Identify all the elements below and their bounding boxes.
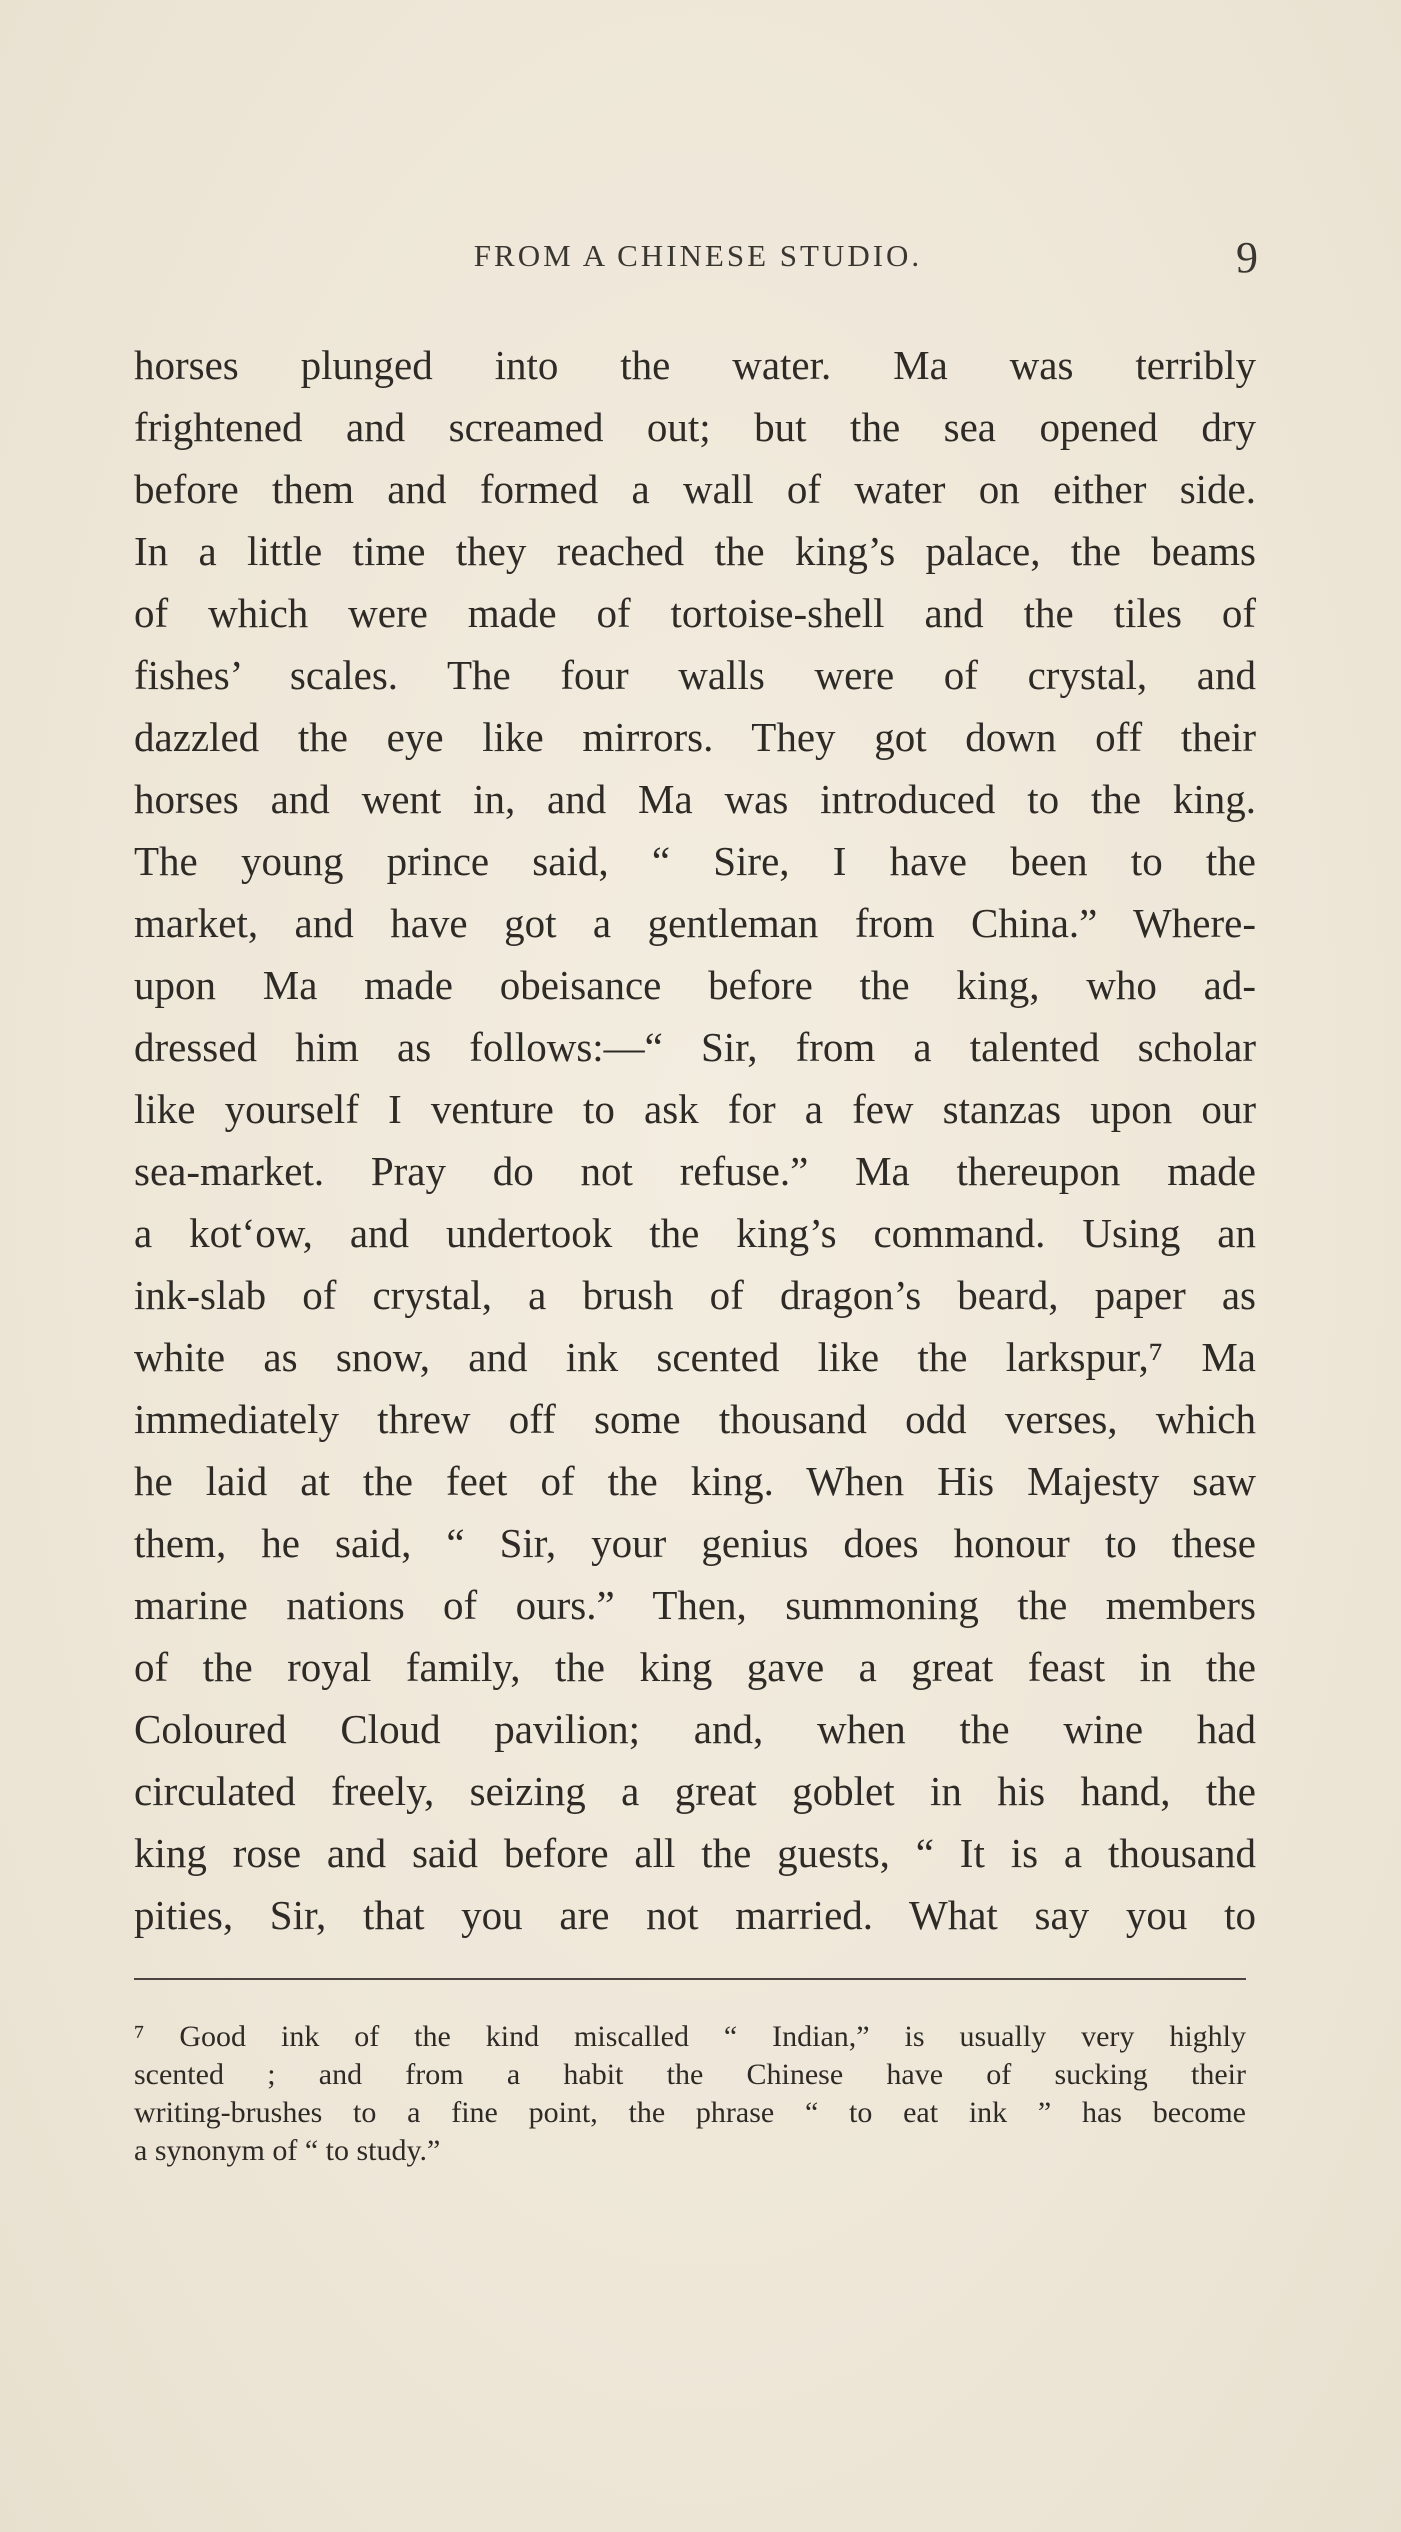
page-number: 9 xyxy=(1236,233,1258,282)
body-line: immediately threw off some thousand odd verses, which xyxy=(134,1396,1256,1442)
body-line: horses and went in, and Ma was introduced to the king. xyxy=(134,776,1256,822)
body-line: a kot‘ow, and undertook the king’s command. Using an xyxy=(134,1210,1256,1256)
body-line: frightened and screamed out; but the sea opened dry xyxy=(134,404,1256,450)
body-line: dazzled the eye like mirrors. They got down off their xyxy=(134,714,1256,760)
body-line: horses plunged into the water. Ma was terribly xyxy=(134,342,1256,388)
running-title: FROM A CHINESE STUDIO. xyxy=(473,238,923,273)
body-line: king rose and said before all the guests, “ It is a thousand xyxy=(134,1830,1256,1876)
body-line: The young prince said, “ Sire, I have been to the xyxy=(134,838,1256,884)
body-line: pities, Sir, that you are not married. What say you to xyxy=(134,1892,1256,1938)
body-line: Coloured Cloud pavilion; and, when the wine had xyxy=(134,1706,1256,1752)
footnote-line: scented ; and from a habit the Chinese have of sucking their xyxy=(134,2058,1246,2091)
body-line: white as snow, and ink scented like the larkspur,⁷ Ma xyxy=(134,1334,1256,1380)
body-line: upon Ma made obeisance before the king, who ad- xyxy=(134,962,1256,1008)
body-line: sea-market. Pray do not refuse.” Ma thereupon made xyxy=(134,1148,1256,1194)
footnote-line: ⁷ Good ink of the kind miscalled “ Indian,” is usually very highly xyxy=(134,2020,1246,2053)
body-line: marine nations of ours.” Then, summoning the members xyxy=(134,1582,1256,1628)
page-header xyxy=(138,232,1258,292)
footnote xyxy=(134,2018,1246,2170)
body-line: dressed him as follows:—“ Sir, from a talented scholar xyxy=(134,1024,1256,1070)
footnote-line: writing-brushes to a fine point, the phrase “ to eat ink ” has become xyxy=(134,2096,1246,2129)
body-line: of the royal family, the king gave a great feast in the xyxy=(134,1644,1256,1690)
body-line: In a little time they reached the king’s palace, the beams xyxy=(134,528,1256,574)
body-line: fishes’ scales. The four walls were of crystal, and xyxy=(134,652,1256,698)
footnote-divider xyxy=(134,1978,1246,1980)
body-line: circulated freely, seizing a great goblet in his hand, the xyxy=(134,1768,1256,1814)
body-line: of which were made of tortoise-shell and the tiles of xyxy=(134,590,1256,636)
footnote-line: a synonym of “ to study.” xyxy=(134,2134,441,2167)
body-line: ink-slab of crystal, a brush of dragon’s beard, paper as xyxy=(134,1272,1256,1318)
body-line: them, he said, “ Sir, your genius does honour to these xyxy=(134,1520,1256,1566)
body-line: before them and formed a wall of water on either side. xyxy=(134,466,1256,512)
body-text xyxy=(134,334,1256,1946)
body-line: he laid at the feet of the king. When His Majesty saw xyxy=(134,1458,1256,1504)
body-line: market, and have got a gentleman from China.” Where- xyxy=(134,900,1256,946)
body-line: like yourself I venture to ask for a few stanzas upon our xyxy=(134,1086,1256,1132)
